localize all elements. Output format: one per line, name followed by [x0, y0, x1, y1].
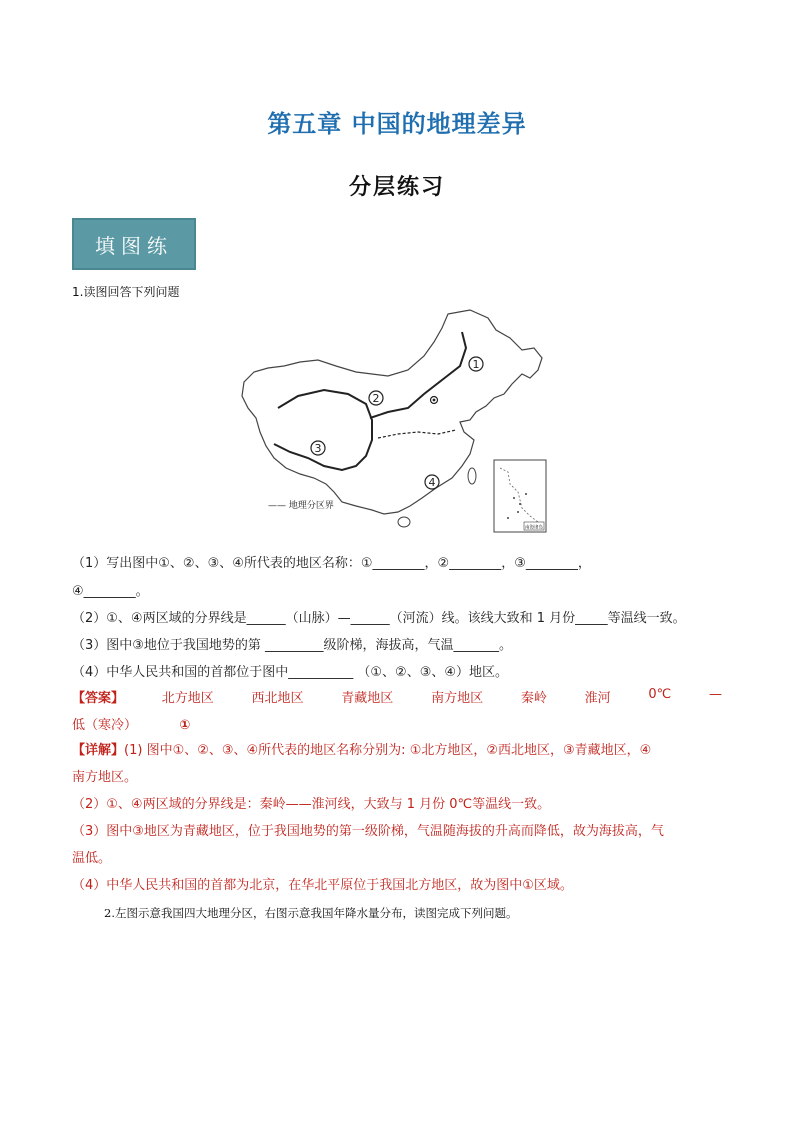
detail-text-3b: 温低。	[72, 851, 112, 866]
answer-line-2	[72, 714, 190, 733]
svg-text:1: 1	[472, 358, 480, 371]
answer-item: 秦岭	[520, 691, 547, 706]
answer-label: 【答案】	[72, 691, 125, 706]
south-china-sea-inset	[494, 460, 546, 532]
svg-text:2: 2	[372, 392, 380, 405]
detail-part-1	[72, 737, 722, 764]
answer-row	[72, 687, 722, 706]
detail-text-1a: (1) 图中①、②、③、④所代表的地区名称分别为: ①北方地区，②西北地区，③青藏地区，④	[124, 743, 652, 758]
detail-text-1b: 南方地区。	[72, 770, 138, 785]
question-1-intro: 1.读图回答下列问题	[72, 285, 180, 299]
qinling-huaihe-line	[378, 430, 456, 438]
question-1-part-1a: （1）写出图中①、②、③、④所代表的地区名称：①________，②________，③________，	[72, 556, 591, 571]
answer-region-1: ①	[179, 718, 191, 733]
map-legend: —— 地理分区界	[268, 501, 334, 511]
china-regions-map	[238, 308, 550, 536]
section-badge: 填图练	[72, 218, 196, 270]
question-1-part-1b: ④________。	[72, 584, 149, 599]
region-label-3	[311, 441, 325, 455]
detail-label: 【详解】	[72, 743, 125, 758]
answer-low-temperature: 低（寒冷）	[72, 718, 138, 733]
question-1-part-2: （2）①、④两区域的分界线是______（山脉）—______（河流）线。该线大致和 1 月份_____等温线一致。	[72, 611, 686, 626]
inset-label: 南海诸岛	[525, 525, 543, 531]
detail-text-2: （2）①、④两区域的分界线是：秦岭——淮河线，大致与 1 月份 0℃等温线一致。	[72, 797, 551, 812]
answer-item: 南方地区	[431, 691, 484, 706]
section-subtitle: 分层练习	[348, 175, 445, 200]
svg-text:4: 4	[428, 476, 436, 489]
question-2-intro: 2.左图示意我国四大地理分区，右图示意我国年降水量分布，读图完成下列问题。	[104, 906, 518, 920]
region-label-1	[469, 357, 483, 371]
region-boundary-tibet	[274, 390, 372, 470]
detail-text-3a: （3）图中③地区为青藏地区，位于我国地势的第一级阶梯，气温随海拔的升高而降低，故为海拔高，气	[72, 824, 664, 839]
answer-item: 淮河	[584, 691, 611, 706]
detail-text-4: （4）中华人民共和国的首都为北京，在华北平原位于我国北方地区，故为图中①区域。	[72, 878, 573, 893]
chapter-title: 第五章 中国的地理差异	[267, 110, 527, 138]
answer-item: 北方地区	[161, 691, 214, 706]
region-label-2	[369, 391, 383, 405]
answer-item: 西北地区	[251, 691, 304, 706]
region-label-4	[425, 475, 439, 489]
answer-item: —	[708, 687, 722, 702]
answer-item: 青藏地区	[341, 691, 394, 706]
question-1-part-3: （3）图中③地位于我国地势的第 _________级阶梯，海拔高，气温_______。	[72, 638, 513, 653]
svg-text:3: 3	[314, 442, 322, 455]
question-1-part-4: （4）中华人民共和国的首都位于图中__________ （①、②、③、④）地区。	[72, 665, 509, 680]
answer-item: 0℃	[648, 687, 672, 702]
